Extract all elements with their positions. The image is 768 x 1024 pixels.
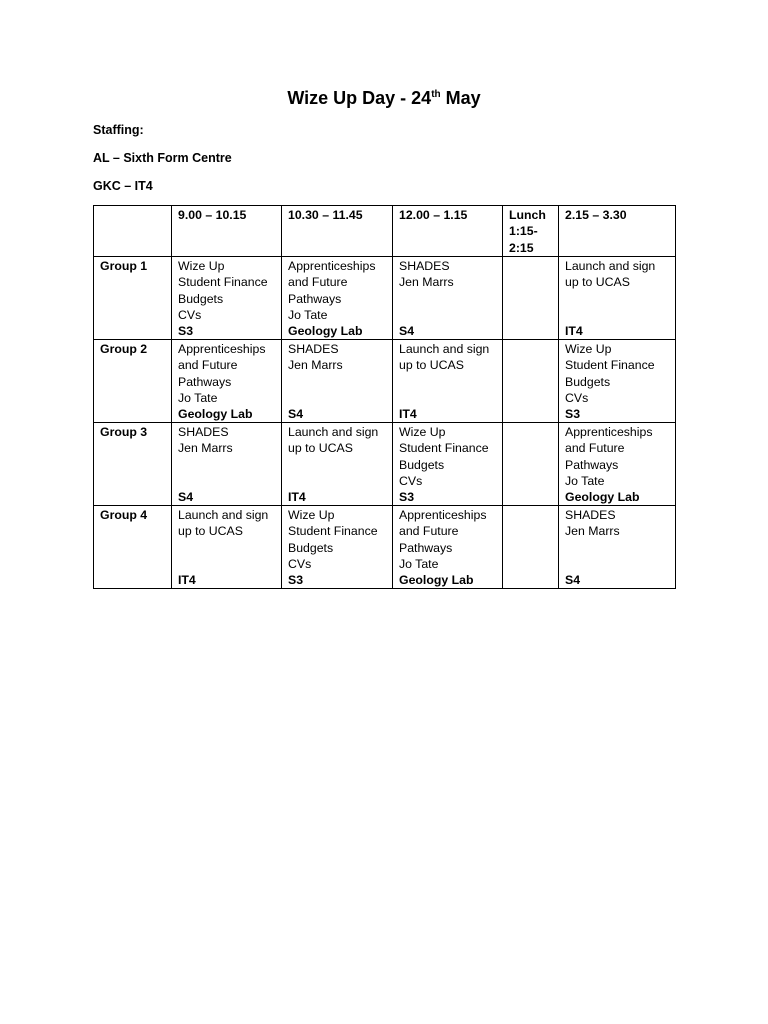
group-cell bbox=[94, 506, 172, 589]
session-line: Budgets bbox=[399, 457, 445, 472]
table-row bbox=[94, 340, 676, 423]
header-cell-label: 12.00 – 1.15 bbox=[399, 208, 468, 222]
session-room: S4 bbox=[565, 572, 581, 587]
session-line: Apprenticeships bbox=[178, 342, 266, 356]
session-room: IT4 bbox=[565, 323, 583, 338]
session-line: SHADES bbox=[399, 259, 450, 273]
group-label: Group 3 bbox=[100, 425, 148, 439]
lunch-cell bbox=[503, 340, 559, 423]
session-room: IT4 bbox=[399, 406, 417, 421]
session-line: Jen Marrs bbox=[178, 441, 233, 456]
session-line: and Future bbox=[178, 358, 238, 373]
session-cell bbox=[559, 506, 676, 589]
session-line: Launch and sign bbox=[288, 425, 379, 439]
header-row bbox=[94, 206, 676, 257]
session-cell bbox=[393, 257, 503, 340]
session-room: S3 bbox=[178, 323, 194, 338]
header-cell-time-slot bbox=[503, 206, 559, 257]
session-line: Jen Marrs bbox=[288, 358, 343, 373]
session-line: Student Finance bbox=[399, 441, 489, 456]
header-cell-label: Lunch 1:15-2:15 bbox=[509, 208, 546, 255]
group-label: Group 4 bbox=[100, 508, 148, 522]
table-row bbox=[94, 506, 676, 589]
session-line: Pathways bbox=[399, 540, 453, 555]
session-line: CVs bbox=[565, 390, 589, 405]
session-line: CVs bbox=[399, 473, 423, 488]
staffing-line-al: AL – Sixth Form Centre bbox=[93, 151, 232, 165]
session-room: Geology Lab bbox=[565, 489, 640, 504]
schedule-table bbox=[93, 205, 676, 589]
group-cell bbox=[94, 340, 172, 423]
lunch-cell bbox=[503, 506, 559, 589]
session-cell bbox=[393, 506, 503, 589]
session-room: S4 bbox=[399, 323, 415, 338]
table-row bbox=[94, 257, 676, 340]
group-cell bbox=[94, 423, 172, 506]
session-cell bbox=[282, 506, 393, 589]
session-cell bbox=[282, 423, 393, 506]
session-line: Jo Tate bbox=[288, 307, 328, 322]
session-room: S4 bbox=[178, 489, 194, 504]
title-main: Wize Up Day - 24 bbox=[287, 88, 432, 108]
session-cell bbox=[559, 257, 676, 340]
staffing-line-gkc: GKC – IT4 bbox=[93, 179, 153, 193]
session-room: IT4 bbox=[178, 572, 196, 587]
session-line: up to UCAS bbox=[178, 524, 243, 539]
session-line: up to UCAS bbox=[288, 441, 353, 456]
group-cell bbox=[94, 257, 172, 340]
session-cell bbox=[559, 423, 676, 506]
session-line: up to UCAS bbox=[565, 275, 630, 290]
header-cell-time-slot bbox=[393, 206, 503, 257]
session-line: Apprenticeships bbox=[565, 425, 653, 439]
session-cell bbox=[393, 423, 503, 506]
schedule-body bbox=[94, 257, 676, 589]
session-room: Geology Lab bbox=[288, 323, 363, 338]
session-line: SHADES bbox=[565, 508, 616, 522]
session-line: Wize Up bbox=[565, 342, 612, 356]
session-cell bbox=[172, 506, 282, 589]
session-line: Apprenticeships bbox=[288, 259, 376, 273]
session-line: Student Finance bbox=[288, 524, 378, 539]
session-line: Apprenticeships bbox=[399, 508, 487, 522]
page-title bbox=[0, 88, 768, 109]
lunch-cell bbox=[503, 257, 559, 340]
session-line: Jen Marrs bbox=[399, 275, 454, 290]
header-cell-time-slot bbox=[559, 206, 676, 257]
session-line: Student Finance bbox=[178, 275, 268, 290]
session-line: and Future bbox=[399, 524, 459, 539]
session-line: and Future bbox=[288, 275, 348, 290]
session-line: Budgets bbox=[178, 291, 224, 306]
session-cell bbox=[172, 423, 282, 506]
header-cell-label: 9.00 – 10.15 bbox=[178, 208, 247, 222]
session-line: Pathways bbox=[565, 457, 619, 472]
session-room: S3 bbox=[399, 489, 415, 504]
session-line: SHADES bbox=[288, 342, 339, 356]
title-superscript: th bbox=[431, 89, 441, 100]
session-room: S3 bbox=[288, 572, 304, 587]
session-line: and Future bbox=[565, 441, 625, 456]
session-line: Wize Up bbox=[178, 259, 225, 273]
session-line: Wize Up bbox=[399, 425, 446, 439]
session-line: Pathways bbox=[288, 291, 342, 306]
session-line: Budgets bbox=[565, 374, 611, 389]
session-line: CVs bbox=[178, 307, 202, 322]
session-line: Wize Up bbox=[288, 508, 335, 522]
staffing-label: Staffing: bbox=[93, 123, 144, 137]
session-line: CVs bbox=[288, 556, 312, 571]
header-cell-time-slot bbox=[282, 206, 393, 257]
session-room: S4 bbox=[288, 406, 304, 421]
session-line: Jo Tate bbox=[399, 556, 439, 571]
header-cell-label: 10.30 – 11.45 bbox=[288, 208, 363, 222]
session-line: Pathways bbox=[178, 374, 232, 389]
session-line: Jo Tate bbox=[178, 390, 218, 405]
lunch-cell bbox=[503, 423, 559, 506]
session-line: Launch and sign bbox=[178, 508, 269, 522]
session-line: Jen Marrs bbox=[565, 524, 620, 539]
session-cell bbox=[172, 340, 282, 423]
session-cell bbox=[559, 340, 676, 423]
session-line: Student Finance bbox=[565, 358, 655, 373]
session-line: Budgets bbox=[288, 540, 334, 555]
session-cell bbox=[393, 340, 503, 423]
title-end: May bbox=[440, 88, 481, 108]
session-room: S3 bbox=[565, 406, 581, 421]
session-room: IT4 bbox=[288, 489, 306, 504]
session-room: Geology Lab bbox=[178, 406, 253, 421]
session-room: Geology Lab bbox=[399, 572, 474, 587]
session-cell bbox=[282, 340, 393, 423]
group-label: Group 2 bbox=[100, 342, 148, 356]
session-line: Launch and sign bbox=[399, 342, 490, 356]
session-cell bbox=[282, 257, 393, 340]
session-line: Jo Tate bbox=[565, 473, 605, 488]
session-line: up to UCAS bbox=[399, 358, 464, 373]
table-row bbox=[94, 423, 676, 506]
header-cell-empty bbox=[94, 206, 172, 257]
header-cell-time-slot bbox=[172, 206, 282, 257]
session-line: Launch and sign bbox=[565, 259, 656, 273]
header-cell-label: 2.15 – 3.30 bbox=[565, 208, 627, 222]
session-line: SHADES bbox=[178, 425, 229, 439]
group-label: Group 1 bbox=[100, 259, 148, 273]
session-cell bbox=[172, 257, 282, 340]
